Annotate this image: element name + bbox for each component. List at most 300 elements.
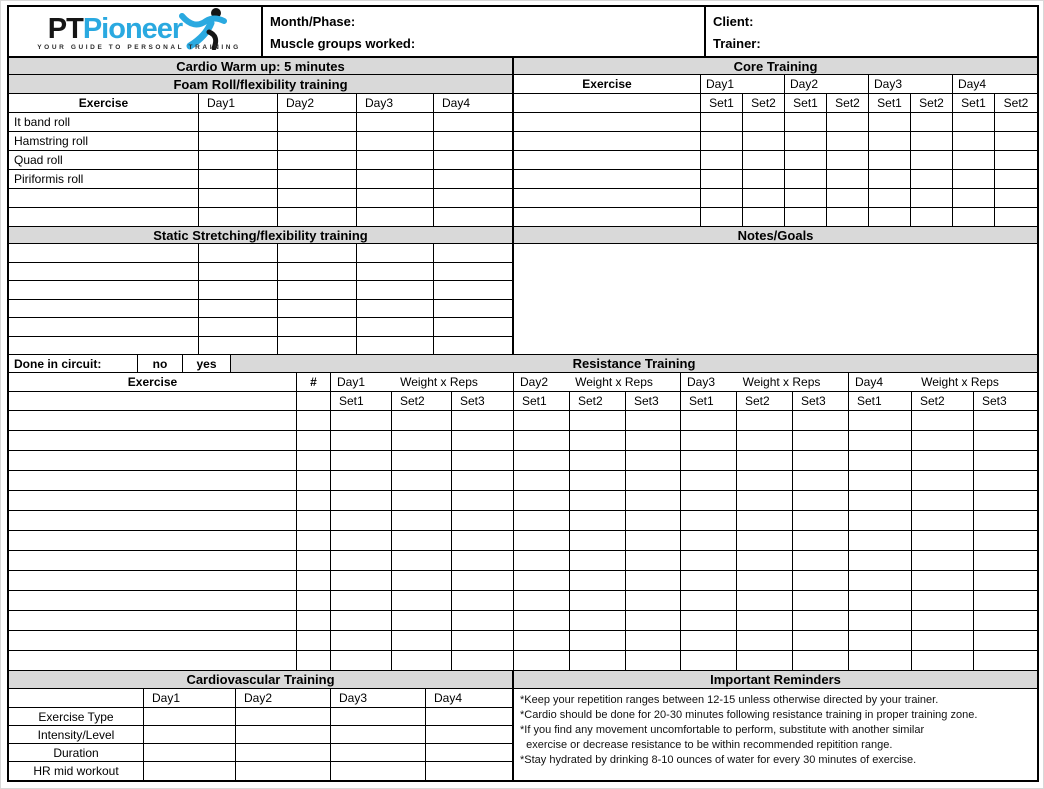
foam-roll-day-cell[interactable]	[278, 208, 357, 227]
resistance-set-cell[interactable]	[626, 431, 681, 451]
core-set-cell[interactable]	[785, 189, 827, 208]
resistance-set-cell[interactable]	[681, 591, 737, 611]
resistance-set-cell[interactable]	[737, 411, 793, 431]
resistance-set-cell[interactable]	[849, 511, 912, 531]
cardio-day-cell[interactable]	[236, 708, 331, 726]
core-set-cell[interactable]	[995, 151, 1037, 170]
core-set-cell[interactable]	[827, 113, 869, 132]
resistance-set-cell[interactable]	[974, 511, 1037, 531]
resistance-set-cell[interactable]	[849, 431, 912, 451]
resistance-set-cell[interactable]	[681, 551, 737, 571]
resistance-set-cell[interactable]	[626, 511, 681, 531]
resistance-set-cell[interactable]	[912, 591, 974, 611]
resistance-set-cell[interactable]	[626, 651, 681, 671]
resistance-exercise-cell[interactable]	[9, 491, 297, 511]
core-set-cell[interactable]	[911, 170, 953, 189]
resistance-set-cell[interactable]	[392, 491, 452, 511]
core-set-cell[interactable]	[701, 208, 743, 227]
resistance-set-cell[interactable]	[570, 431, 626, 451]
static-stretch-day-cell[interactable]	[278, 244, 357, 263]
resistance-exercise-cell[interactable]	[9, 611, 297, 631]
cardio-day-cell[interactable]	[426, 744, 514, 762]
resistance-set-cell[interactable]	[737, 611, 793, 631]
resistance-set-cell[interactable]	[514, 451, 570, 471]
core-set-cell[interactable]	[953, 151, 995, 170]
resistance-set-cell[interactable]	[331, 631, 392, 651]
core-set-cell[interactable]	[911, 113, 953, 132]
static-stretch-day-cell[interactable]	[278, 263, 357, 282]
core-set-cell[interactable]	[701, 132, 743, 151]
static-stretch-day-cell[interactable]	[278, 337, 357, 356]
resistance-set-cell[interactable]	[570, 611, 626, 631]
resistance-set-cell[interactable]	[849, 471, 912, 491]
core-set-cell[interactable]	[995, 189, 1037, 208]
resistance-set-cell[interactable]	[570, 651, 626, 671]
resistance-set-cell[interactable]	[626, 571, 681, 591]
resistance-exercise-cell[interactable]	[9, 451, 297, 471]
core-set-cell[interactable]	[995, 132, 1037, 151]
resistance-set-cell[interactable]	[452, 411, 514, 431]
cardio-day-cell[interactable]	[426, 708, 514, 726]
resistance-set-cell[interactable]	[737, 631, 793, 651]
resistance-set-cell[interactable]	[974, 451, 1037, 471]
static-stretch-day-cell[interactable]	[199, 300, 278, 319]
resistance-set-cell[interactable]	[452, 551, 514, 571]
static-stretch-day-cell[interactable]	[357, 263, 434, 282]
foam-roll-day-cell[interactable]	[434, 208, 514, 227]
resistance-set-cell[interactable]	[452, 511, 514, 531]
resistance-number-cell[interactable]	[297, 451, 331, 471]
resistance-set-cell[interactable]	[849, 631, 912, 651]
resistance-set-cell[interactable]	[570, 411, 626, 431]
core-set-cell[interactable]	[701, 113, 743, 132]
cardio-day-cell[interactable]	[331, 708, 426, 726]
resistance-set-cell[interactable]	[912, 651, 974, 671]
notes-goals-area[interactable]	[514, 244, 1037, 355]
month-phase-field[interactable]	[263, 7, 706, 58]
resistance-exercise-cell[interactable]	[9, 531, 297, 551]
resistance-set-cell[interactable]	[331, 511, 392, 531]
core-set-cell[interactable]	[953, 170, 995, 189]
resistance-set-cell[interactable]	[514, 471, 570, 491]
static-stretch-day-cell[interactable]	[199, 318, 278, 337]
foam-roll-exercise-cell[interactable]	[9, 208, 199, 227]
resistance-set-cell[interactable]	[737, 651, 793, 671]
resistance-set-cell[interactable]	[570, 591, 626, 611]
foam-roll-day-cell[interactable]	[357, 113, 434, 132]
cardio-day-cell[interactable]	[144, 762, 236, 780]
resistance-set-cell[interactable]	[849, 571, 912, 591]
cardio-day-cell[interactable]	[331, 744, 426, 762]
resistance-set-cell[interactable]	[514, 511, 570, 531]
static-stretch-day-cell[interactable]	[199, 244, 278, 263]
foam-roll-day-cell[interactable]	[434, 113, 514, 132]
core-exercise-cell[interactable]	[514, 189, 701, 208]
resistance-set-cell[interactable]	[452, 451, 514, 471]
resistance-set-cell[interactable]	[392, 631, 452, 651]
circuit-yes-option[interactable]: yes	[183, 355, 231, 373]
foam-roll-day-cell[interactable]	[357, 151, 434, 170]
core-set-cell[interactable]	[869, 113, 911, 132]
foam-roll-day-cell[interactable]	[199, 208, 278, 227]
resistance-set-cell[interactable]	[681, 511, 737, 531]
resistance-exercise-cell[interactable]	[9, 551, 297, 571]
foam-roll-day-cell[interactable]	[357, 170, 434, 189]
resistance-number-cell[interactable]	[297, 551, 331, 571]
resistance-set-cell[interactable]	[849, 551, 912, 571]
foam-roll-day-cell[interactable]	[434, 132, 514, 151]
resistance-set-cell[interactable]	[737, 471, 793, 491]
resistance-set-cell[interactable]	[452, 491, 514, 511]
resistance-exercise-cell[interactable]	[9, 431, 297, 451]
static-stretch-exercise-cell[interactable]	[9, 318, 199, 337]
static-stretch-day-cell[interactable]	[434, 263, 514, 282]
core-set-cell[interactable]	[869, 170, 911, 189]
resistance-set-cell[interactable]	[626, 611, 681, 631]
resistance-set-cell[interactable]	[681, 491, 737, 511]
resistance-number-cell[interactable]	[297, 471, 331, 491]
resistance-number-cell[interactable]	[297, 511, 331, 531]
resistance-number-cell[interactable]	[297, 411, 331, 431]
foam-roll-exercise-cell[interactable]: Quad roll	[9, 151, 199, 170]
resistance-set-cell[interactable]	[452, 611, 514, 631]
resistance-set-cell[interactable]	[912, 551, 974, 571]
foam-roll-day-cell[interactable]	[199, 170, 278, 189]
cardio-day-cell[interactable]	[331, 726, 426, 744]
static-stretch-day-cell[interactable]	[357, 244, 434, 263]
resistance-set-cell[interactable]	[793, 591, 849, 611]
cardio-day-cell[interactable]	[426, 762, 514, 780]
cardio-day-cell[interactable]	[236, 726, 331, 744]
static-stretch-exercise-cell[interactable]	[9, 263, 199, 282]
resistance-set-cell[interactable]	[626, 471, 681, 491]
static-stretch-exercise-cell[interactable]	[9, 244, 199, 263]
resistance-set-cell[interactable]	[514, 531, 570, 551]
resistance-number-cell[interactable]	[297, 651, 331, 671]
resistance-set-cell[interactable]	[331, 411, 392, 431]
resistance-set-cell[interactable]	[514, 571, 570, 591]
core-set-cell[interactable]	[827, 208, 869, 227]
core-set-cell[interactable]	[869, 208, 911, 227]
core-set-cell[interactable]	[701, 170, 743, 189]
core-exercise-cell[interactable]	[514, 132, 701, 151]
static-stretch-day-cell[interactable]	[199, 281, 278, 300]
resistance-set-cell[interactable]	[974, 531, 1037, 551]
core-set-cell[interactable]	[911, 132, 953, 151]
static-stretch-day-cell[interactable]	[357, 337, 434, 356]
foam-roll-day-cell[interactable]	[278, 189, 357, 208]
resistance-set-cell[interactable]	[570, 451, 626, 471]
resistance-set-cell[interactable]	[849, 491, 912, 511]
resistance-set-cell[interactable]	[626, 451, 681, 471]
core-set-cell[interactable]	[827, 170, 869, 189]
core-set-cell[interactable]	[785, 113, 827, 132]
resistance-set-cell[interactable]	[849, 451, 912, 471]
resistance-set-cell[interactable]	[392, 431, 452, 451]
resistance-number-cell[interactable]	[297, 591, 331, 611]
resistance-set-cell[interactable]	[681, 531, 737, 551]
resistance-set-cell[interactable]	[681, 611, 737, 631]
foam-roll-day-cell[interactable]	[278, 151, 357, 170]
foam-roll-day-cell[interactable]	[278, 113, 357, 132]
resistance-set-cell[interactable]	[681, 451, 737, 471]
resistance-exercise-cell[interactable]	[9, 631, 297, 651]
core-set-cell[interactable]	[869, 189, 911, 208]
resistance-set-cell[interactable]	[912, 491, 974, 511]
core-set-cell[interactable]	[743, 208, 785, 227]
cardio-day-cell[interactable]	[144, 744, 236, 762]
resistance-set-cell[interactable]	[793, 511, 849, 531]
static-stretch-exercise-cell[interactable]	[9, 300, 199, 319]
resistance-number-cell[interactable]	[297, 431, 331, 451]
core-set-cell[interactable]	[743, 132, 785, 151]
static-stretch-day-cell[interactable]	[278, 300, 357, 319]
foam-roll-day-cell[interactable]	[357, 208, 434, 227]
resistance-set-cell[interactable]	[793, 631, 849, 651]
resistance-exercise-cell[interactable]	[9, 591, 297, 611]
resistance-set-cell[interactable]	[912, 471, 974, 491]
resistance-set-cell[interactable]	[974, 631, 1037, 651]
core-set-cell[interactable]	[911, 189, 953, 208]
resistance-set-cell[interactable]	[793, 451, 849, 471]
resistance-set-cell[interactable]	[331, 591, 392, 611]
resistance-set-cell[interactable]	[912, 431, 974, 451]
resistance-set-cell[interactable]	[793, 531, 849, 551]
resistance-set-cell[interactable]	[331, 651, 392, 671]
resistance-number-cell[interactable]	[297, 491, 331, 511]
resistance-set-cell[interactable]	[849, 411, 912, 431]
resistance-set-cell[interactable]	[570, 571, 626, 591]
resistance-set-cell[interactable]	[793, 611, 849, 631]
resistance-set-cell[interactable]	[626, 411, 681, 431]
resistance-set-cell[interactable]	[392, 511, 452, 531]
resistance-set-cell[interactable]	[974, 651, 1037, 671]
foam-roll-day-cell[interactable]	[434, 151, 514, 170]
core-set-cell[interactable]	[827, 151, 869, 170]
resistance-set-cell[interactable]	[452, 471, 514, 491]
resistance-set-cell[interactable]	[331, 491, 392, 511]
resistance-set-cell[interactable]	[514, 411, 570, 431]
foam-roll-day-cell[interactable]	[357, 132, 434, 151]
core-set-cell[interactable]	[743, 189, 785, 208]
resistance-set-cell[interactable]	[514, 591, 570, 611]
resistance-set-cell[interactable]	[737, 431, 793, 451]
core-set-cell[interactable]	[785, 151, 827, 170]
core-set-cell[interactable]	[995, 113, 1037, 132]
resistance-set-cell[interactable]	[626, 551, 681, 571]
resistance-set-cell[interactable]	[974, 431, 1037, 451]
resistance-set-cell[interactable]	[681, 631, 737, 651]
resistance-exercise-cell[interactable]	[9, 651, 297, 671]
resistance-set-cell[interactable]	[912, 411, 974, 431]
core-set-cell[interactable]	[953, 208, 995, 227]
resistance-set-cell[interactable]	[681, 431, 737, 451]
resistance-set-cell[interactable]	[452, 631, 514, 651]
foam-roll-day-cell[interactable]	[434, 170, 514, 189]
resistance-set-cell[interactable]	[849, 531, 912, 551]
core-set-cell[interactable]	[743, 170, 785, 189]
resistance-set-cell[interactable]	[570, 551, 626, 571]
resistance-set-cell[interactable]	[331, 551, 392, 571]
foam-roll-exercise-cell[interactable]: Hamstring roll	[9, 132, 199, 151]
resistance-set-cell[interactable]	[737, 511, 793, 531]
resistance-set-cell[interactable]	[737, 491, 793, 511]
resistance-exercise-cell[interactable]	[9, 571, 297, 591]
core-set-cell[interactable]	[743, 151, 785, 170]
static-stretch-day-cell[interactable]	[434, 337, 514, 356]
resistance-exercise-cell[interactable]	[9, 471, 297, 491]
resistance-set-cell[interactable]	[793, 571, 849, 591]
resistance-exercise-cell[interactable]	[9, 511, 297, 531]
core-exercise-cell[interactable]	[514, 170, 701, 189]
core-set-cell[interactable]	[785, 208, 827, 227]
core-set-cell[interactable]	[953, 113, 995, 132]
static-stretch-day-cell[interactable]	[278, 318, 357, 337]
resistance-set-cell[interactable]	[514, 611, 570, 631]
resistance-set-cell[interactable]	[570, 531, 626, 551]
foam-roll-day-cell[interactable]	[357, 189, 434, 208]
static-stretch-day-cell[interactable]	[434, 318, 514, 337]
foam-roll-day-cell[interactable]	[199, 132, 278, 151]
resistance-set-cell[interactable]	[793, 431, 849, 451]
resistance-set-cell[interactable]	[912, 511, 974, 531]
resistance-set-cell[interactable]	[912, 611, 974, 631]
resistance-set-cell[interactable]	[681, 651, 737, 671]
resistance-set-cell[interactable]	[681, 571, 737, 591]
foam-roll-day-cell[interactable]	[434, 189, 514, 208]
core-set-cell[interactable]	[785, 132, 827, 151]
resistance-number-cell[interactable]	[297, 531, 331, 551]
resistance-set-cell[interactable]	[974, 411, 1037, 431]
resistance-set-cell[interactable]	[331, 431, 392, 451]
resistance-set-cell[interactable]	[849, 591, 912, 611]
cardio-day-cell[interactable]	[144, 708, 236, 726]
resistance-set-cell[interactable]	[452, 531, 514, 551]
foam-roll-exercise-cell[interactable]: It band roll	[9, 113, 199, 132]
resistance-set-cell[interactable]	[452, 571, 514, 591]
foam-roll-day-cell[interactable]	[199, 189, 278, 208]
resistance-set-cell[interactable]	[392, 571, 452, 591]
core-set-cell[interactable]	[995, 208, 1037, 227]
static-stretch-exercise-cell[interactable]	[9, 281, 199, 300]
foam-roll-day-cell[interactable]	[278, 170, 357, 189]
cardio-day-cell[interactable]	[236, 744, 331, 762]
resistance-set-cell[interactable]	[392, 551, 452, 571]
resistance-set-cell[interactable]	[793, 411, 849, 431]
core-set-cell[interactable]	[827, 189, 869, 208]
resistance-set-cell[interactable]	[681, 471, 737, 491]
resistance-set-cell[interactable]	[452, 591, 514, 611]
core-set-cell[interactable]	[995, 170, 1037, 189]
resistance-set-cell[interactable]	[974, 591, 1037, 611]
core-set-cell[interactable]	[743, 113, 785, 132]
core-set-cell[interactable]	[953, 132, 995, 151]
static-stretch-day-cell[interactable]	[434, 244, 514, 263]
resistance-set-cell[interactable]	[974, 571, 1037, 591]
client-trainer-field[interactable]	[706, 7, 1037, 58]
resistance-set-cell[interactable]	[626, 491, 681, 511]
core-exercise-cell[interactable]	[514, 208, 701, 227]
resistance-set-cell[interactable]	[793, 651, 849, 671]
resistance-set-cell[interactable]	[392, 411, 452, 431]
resistance-set-cell[interactable]	[912, 451, 974, 471]
cardio-day-cell[interactable]	[144, 726, 236, 744]
foam-roll-exercise-cell[interactable]	[9, 189, 199, 208]
static-stretch-day-cell[interactable]	[357, 300, 434, 319]
resistance-set-cell[interactable]	[392, 471, 452, 491]
resistance-set-cell[interactable]	[392, 591, 452, 611]
foam-roll-day-cell[interactable]	[199, 151, 278, 170]
core-set-cell[interactable]	[701, 189, 743, 208]
resistance-set-cell[interactable]	[793, 491, 849, 511]
static-stretch-day-cell[interactable]	[357, 318, 434, 337]
resistance-set-cell[interactable]	[514, 551, 570, 571]
resistance-set-cell[interactable]	[849, 651, 912, 671]
resistance-set-cell[interactable]	[570, 631, 626, 651]
resistance-set-cell[interactable]	[452, 651, 514, 671]
resistance-number-cell[interactable]	[297, 571, 331, 591]
core-set-cell[interactable]	[953, 189, 995, 208]
resistance-exercise-cell[interactable]	[9, 411, 297, 431]
cardio-day-cell[interactable]	[331, 762, 426, 780]
static-stretch-day-cell[interactable]	[357, 281, 434, 300]
core-set-cell[interactable]	[869, 132, 911, 151]
resistance-set-cell[interactable]	[570, 471, 626, 491]
cardio-day-cell[interactable]	[236, 762, 331, 780]
resistance-set-cell[interactable]	[737, 451, 793, 471]
resistance-set-cell[interactable]	[570, 491, 626, 511]
resistance-set-cell[interactable]	[974, 491, 1037, 511]
resistance-set-cell[interactable]	[392, 651, 452, 671]
resistance-set-cell[interactable]	[331, 471, 392, 491]
resistance-set-cell[interactable]	[514, 491, 570, 511]
circuit-no-option[interactable]: no	[138, 355, 183, 373]
resistance-set-cell[interactable]	[912, 531, 974, 551]
core-set-cell[interactable]	[701, 151, 743, 170]
resistance-set-cell[interactable]	[514, 631, 570, 651]
static-stretch-exercise-cell[interactable]	[9, 337, 199, 356]
static-stretch-day-cell[interactable]	[434, 281, 514, 300]
resistance-set-cell[interactable]	[974, 471, 1037, 491]
resistance-set-cell[interactable]	[392, 611, 452, 631]
resistance-set-cell[interactable]	[331, 611, 392, 631]
foam-roll-day-cell[interactable]	[278, 132, 357, 151]
core-set-cell[interactable]	[785, 170, 827, 189]
resistance-number-cell[interactable]	[297, 611, 331, 631]
resistance-number-cell[interactable]	[297, 631, 331, 651]
resistance-set-cell[interactable]	[737, 531, 793, 551]
resistance-set-cell[interactable]	[912, 631, 974, 651]
core-exercise-cell[interactable]	[514, 151, 701, 170]
resistance-set-cell[interactable]	[737, 551, 793, 571]
resistance-set-cell[interactable]	[331, 531, 392, 551]
resistance-set-cell[interactable]	[849, 611, 912, 631]
resistance-set-cell[interactable]	[626, 591, 681, 611]
resistance-set-cell[interactable]	[974, 551, 1037, 571]
core-set-cell[interactable]	[827, 132, 869, 151]
foam-roll-exercise-cell[interactable]: Piriformis roll	[9, 170, 199, 189]
resistance-set-cell[interactable]	[570, 511, 626, 531]
resistance-set-cell[interactable]	[737, 591, 793, 611]
resistance-set-cell[interactable]	[514, 431, 570, 451]
static-stretch-day-cell[interactable]	[278, 281, 357, 300]
resistance-set-cell[interactable]	[681, 411, 737, 431]
foam-roll-day-cell[interactable]	[199, 113, 278, 132]
resistance-set-cell[interactable]	[392, 451, 452, 471]
resistance-set-cell[interactable]	[392, 531, 452, 551]
resistance-set-cell[interactable]	[331, 451, 392, 471]
resistance-set-cell[interactable]	[793, 471, 849, 491]
